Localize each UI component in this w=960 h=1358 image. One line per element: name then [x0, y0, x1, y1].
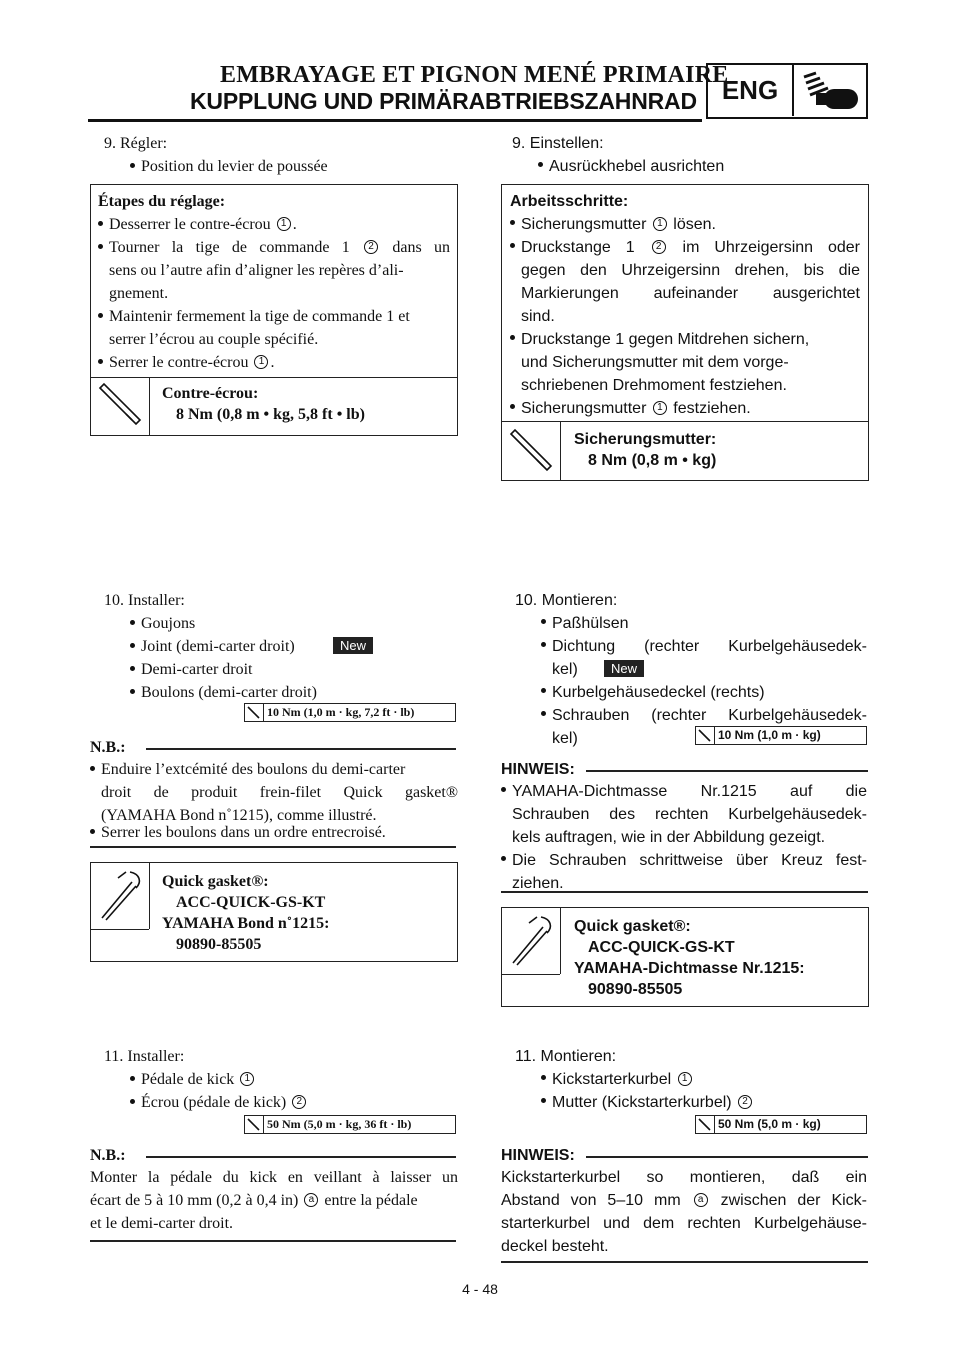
torque-wrench-icon	[507, 428, 555, 476]
section-title-fr: EMBRAYAGE ET PIGNON MENÉ PRIMAIRE	[220, 62, 729, 88]
de-step10-item-3: Kurbelgehäusedeckel (rechts)	[541, 681, 765, 704]
fr-adjust-steps-title: Étapes du réglage:	[98, 193, 226, 210]
fr-step11-item-1: Pédale de kick 1	[130, 1068, 256, 1091]
fr-step10-title: 10. Installer:	[104, 592, 185, 609]
fr-step11-title: 11. Installer:	[104, 1048, 185, 1065]
fr-adjust-step-2: Tourner la tige de commande 1 2 dans un sens ou l’autre afin d’aligner les repères d’ali- gnement.	[98, 236, 450, 305]
fr-tool-line-1: Quick gasket®:	[162, 873, 269, 890]
de-step10-title: 10. Montieren:	[515, 592, 618, 609]
de-step11-nb-label: HINWEIS:	[501, 1147, 575, 1164]
fr-step11-torque: 50 Nm (5,0 m · kg, 36 ft · lb)	[244, 1115, 456, 1134]
new-badge: New	[604, 660, 644, 678]
fr-step9-bullet: Position du levier de poussée	[130, 155, 328, 178]
fr-tool-line-3: YAMAHA Bond n˚1215:	[162, 915, 330, 932]
de-step10-nb-1: YAMAHA-Dichtmasse Nr.1215 auf die Schrauben des rechten Kurbelgehäusedek- kels auftragen, wie in der Abbildung gezeigt.	[501, 780, 867, 849]
fr-locknut-spec-title: Contre-écrou:	[162, 385, 259, 402]
fr-step11-nb-end-rule	[90, 1240, 456, 1242]
fr-adjust-step-1: Desserrer le contre-écrou 1 .	[98, 213, 297, 236]
de-step10-torque: 10 Nm (1,0 m · kg)	[695, 726, 867, 745]
fr-adjust-step-4: Serrer le contre-écrou 1 .	[98, 351, 274, 374]
de-step10-item-2: Dichtung (rechter Kurbelgehäusedek- kel)	[541, 635, 867, 681]
eng-badge-label: ENG	[708, 65, 794, 116]
de-step11-torque: 50 Nm (5,0 m · kg)	[695, 1115, 867, 1134]
fr-step10-torque: 10 Nm (1,0 m · kg, 7,2 ft · lb)	[244, 703, 456, 722]
torque-wrench-icon	[245, 1116, 264, 1133]
special-tool-icon	[96, 868, 144, 924]
engine-icon	[798, 69, 862, 113]
fr-step11-nb-label: N.B.:	[90, 1147, 126, 1164]
de-locknut-spec-value: 8 Nm (0,8 m • kg)	[588, 452, 717, 469]
fr-step10-nb-label: N.B.:	[90, 739, 126, 756]
fr-step10-item-3: Demi-carter droit	[130, 658, 253, 681]
de-step11-title: 11. Montieren:	[515, 1048, 617, 1065]
special-tool-icon	[507, 913, 555, 969]
de-tool-line-1: Quick gasket®:	[574, 918, 691, 935]
fr-adjust-step-3: Maintenir fermement la tige de commande 1 et serrer l’écrou au couple spécifié.	[98, 305, 450, 351]
fr-step10-nb-2: Serrer les boulons dans un ordre entrecroisé.	[90, 821, 386, 844]
section-title-de: KUPPLUNG UND PRIMÄRABTRIEBSZAHNRAD	[190, 88, 697, 114]
de-tool-line-4: 90890-85505	[588, 981, 683, 998]
fr-step11-nb-rule	[146, 1156, 456, 1158]
torque-wrench-icon	[696, 1116, 715, 1133]
de-step10-item-4: Schrauben (rechter Kurbelgehäusedek- kel)	[541, 704, 867, 750]
fr-step10-item-2: Joint (demi-carter droit)	[130, 635, 295, 658]
fr-step9-title: 9. Régler:	[104, 135, 168, 152]
de-step10-item-1: Paßhülsen	[541, 612, 629, 635]
de-tool-line-3: YAMAHA-Dichtmasse Nr.1215:	[574, 960, 805, 977]
new-badge: New	[333, 637, 373, 655]
de-step11-nb-rule	[586, 1156, 868, 1158]
fr-step10-nb-end-rule	[90, 846, 456, 848]
de-step10-nb-rule	[586, 770, 868, 772]
de-adjust-steps-title: Arbeitsschritte:	[510, 193, 629, 210]
de-step11-nb-end-rule	[501, 1261, 868, 1263]
de-adjust-step-4: Sicherungsmutter 1 festziehen.	[510, 397, 751, 420]
torque-wrench-icon	[696, 727, 715, 744]
page-number: 4 - 48	[462, 1281, 498, 1297]
de-step11-item-2: Mutter (Kickstarterkurbel) 2	[541, 1091, 754, 1114]
de-step11-item-1: Kickstarterkurbel 1	[541, 1068, 694, 1091]
fr-step11-nb-text: Monter la pédale du kick en veillant à laisser un écart de 5 à 10 mm (0,2 à 0,4 in) a entre la pédale et le demi-carter droit.	[90, 1169, 458, 1232]
fr-step10-item-1: Goujons	[130, 612, 195, 635]
de-step11-nb-text: Kickstarterkurbel so montieren, daß ein Abstand von 5–10 mm a zwischen der Kick- starterkurbel und dem rechten Kurbelgehäuse- deckel besteht.	[501, 1169, 868, 1255]
de-step9-bullet: Ausrückhebel ausrichten	[538, 155, 724, 178]
header-rule	[88, 119, 702, 122]
de-step10-nb-2: Die Schrauben schrittweise über Kreuz fest- ziehen.	[501, 849, 867, 895]
de-step9-title: 9. Einstellen:	[512, 135, 604, 152]
de-adjust-step-2: Druckstange 1 2 im Uhrzeigersinn oder gegen den Uhrzeigersinn drehen, bis die Markierungen aufeinander ausgerichtet sind.	[510, 236, 860, 328]
torque-wrench-icon	[245, 704, 264, 721]
de-locknut-spec-title: Sicherungsmutter:	[574, 431, 717, 448]
fr-step10-nb-rule	[146, 748, 456, 750]
fr-step10-item-4: Boulons (demi-carter droit)	[130, 681, 317, 704]
fr-locknut-spec-value: 8 Nm (0,8 m • kg, 5,8 ft • lb)	[176, 406, 365, 423]
de-adjust-step-3: Druckstange 1 gegen Mitdrehen sichern, und Sicherungsmutter mit dem vorge- schriebenen Drehmoment festziehen.	[510, 328, 860, 397]
fr-tool-line-4: 90890-85505	[176, 936, 262, 953]
de-adjust-step-1: Sicherungsmutter 1 lösen.	[510, 213, 716, 236]
fr-step11-item-2: Écrou (pédale de kick) 2	[130, 1091, 308, 1114]
eng-badge	[706, 63, 868, 119]
fr-tool-line-2: ACC-QUICK-GS-KT	[176, 894, 326, 911]
de-tool-line-2: ACC-QUICK-GS-KT	[588, 939, 735, 956]
de-step10-nb-end-rule	[501, 891, 868, 893]
de-step10-nb-label: HINWEIS:	[501, 761, 575, 778]
torque-wrench-icon	[96, 382, 144, 430]
fr-step10-nb-1: Enduire l’extcémité des boulons du demi-carter droit de produit frein-filet Quick gasket® (YAMAHA Bond n˚1215), comme illustré.	[90, 758, 458, 827]
